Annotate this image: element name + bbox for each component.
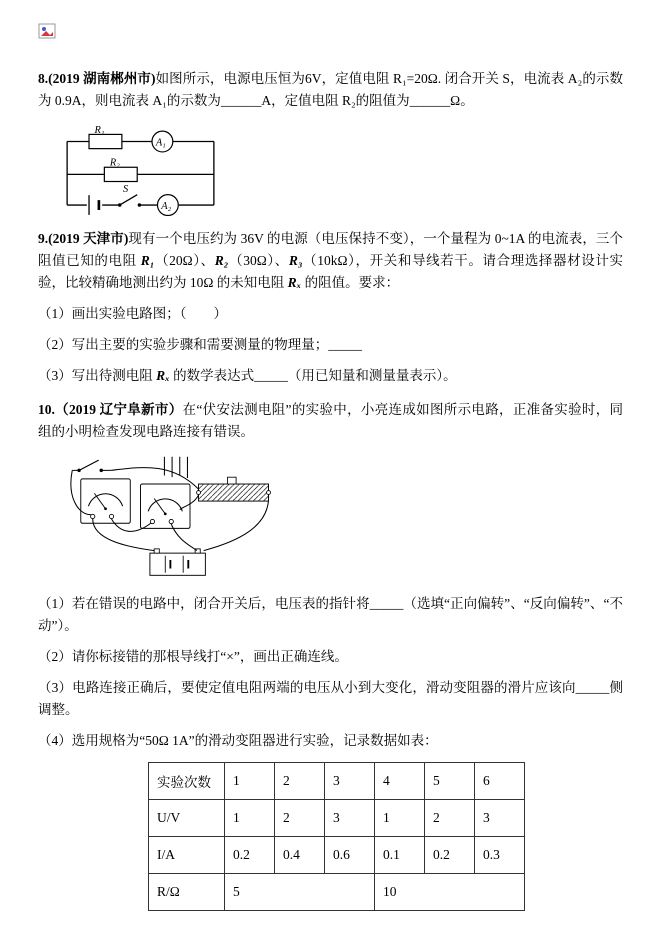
q9-item3-var-rx: Rₓ — [156, 368, 170, 383]
table-col-header: 3 — [325, 763, 375, 800]
q9-item3-b: 的数学表达式_____（用已知量和测量量表示）。 — [169, 368, 457, 383]
data-cell: 3 — [475, 800, 525, 837]
q10-text — [38, 399, 623, 443]
table-header-row — [149, 763, 525, 800]
q10-number: 10.（2019 辽宁阜新市） — [38, 402, 183, 417]
q9-seg-2: （30Ω）、 — [228, 253, 289, 268]
table-col-header: 2 — [275, 763, 325, 800]
q9-var-r3: R₃ — [288, 253, 303, 268]
table-row-current — [149, 837, 525, 874]
data-cell-merged: 5 — [225, 874, 375, 911]
meter-voltmeter — [81, 479, 130, 523]
data-cell: 2 — [275, 800, 325, 837]
row-label: U/V — [149, 800, 225, 837]
resistor-r1-label: R₁ — [94, 124, 105, 136]
meter-ammeter — [141, 484, 190, 528]
resistor-r2 — [104, 167, 137, 181]
data-cell: 0.2 — [425, 837, 475, 874]
table-row-voltage — [149, 800, 525, 837]
switch-icon — [118, 184, 141, 207]
q10-experiment-figure — [58, 455, 623, 583]
icon-red-shape — [41, 31, 53, 36]
q10-body: 在“伏安法测电阻”的实验中，小亮连成如图所示电路，正准备实验时，同组的小明检查发现电路连接有错误。 — [38, 402, 624, 439]
q9-var-r2: R₂ — [214, 253, 229, 268]
q10-experiment-diagram — [58, 455, 293, 583]
battery-pack-icon — [150, 549, 205, 575]
battery-icon — [89, 195, 99, 215]
icon-blue-dot — [42, 27, 46, 31]
data-cell: 0.1 — [375, 837, 425, 874]
data-cell: 3 — [325, 800, 375, 837]
embedded-object-icon — [38, 22, 60, 42]
q8-text — [38, 68, 623, 112]
placeholder-image-icon — [38, 22, 60, 42]
q8-body: 如图所示，电源电压恒为6V，定值电阻 R₁=20Ω. 闭合开关 S，电流表 A₂的示数为 0.9A，则电流表 A₁的示数为______A，定值电阻 R₂的阻值为______Ω。 — [38, 71, 623, 108]
top-lead-wires — [164, 457, 187, 478]
q9-item-2: （2）写出主要的实验步骤和需要测量的物理量；_____ — [38, 337, 362, 352]
row-label: I/A — [149, 837, 225, 874]
q10-item-3: （3）电路连接正确后，要使定值电阻两端的电压从小到大变化，滑动变阻器的滑片应该向_____侧调整。 — [38, 680, 623, 717]
resistor-r2-label: R₂ — [109, 157, 120, 169]
data-cell: 1 — [375, 800, 425, 837]
data-cell: 1 — [225, 800, 275, 837]
table-row-resistance — [149, 874, 525, 911]
table-col-header: 4 — [375, 763, 425, 800]
data-cell: 0.2 — [225, 837, 275, 874]
q9-item-3 — [38, 365, 623, 387]
data-cell-merged: 10 — [375, 874, 525, 911]
switch-label: S — [122, 183, 129, 195]
q9-item-1: （1）画出实验电路图；（ ） — [38, 306, 227, 321]
question-10 — [38, 399, 623, 911]
table-col-header: 1 — [225, 763, 275, 800]
row-label: R/Ω — [149, 874, 225, 911]
q8-circuit-diagram — [58, 124, 223, 216]
q9-number: 9.(2019 天津市) — [38, 231, 129, 246]
q10-item-4: （4）选用规格为“50Ω 1A”的滑动变阻器进行实验，记录数据如表： — [38, 733, 438, 748]
q8-number: 8.(2019 湖南郴州市) — [38, 71, 156, 86]
question-8 — [38, 68, 623, 216]
table-col-header: 6 — [475, 763, 525, 800]
q9-seg-3: （10kΩ），开关和导线若干。请合理选择器材设计实验，比较精确地测出约为 10Ω 的未知电阻 — [38, 253, 623, 290]
q10-data-table — [148, 762, 525, 911]
switch-icon — [72, 460, 110, 472]
q10-item-2: （2）请你标接错的那根导线打“×”，画出正确连线。 — [38, 649, 348, 664]
ammeter-a2-label: A₂ — [161, 200, 172, 212]
resistor-r1 — [89, 134, 122, 148]
table-col-header: 5 — [425, 763, 475, 800]
q9-seg-1: （20Ω）、 — [154, 253, 215, 268]
q9-seg-4: 的阻值。要求： — [301, 275, 400, 290]
question-9 — [38, 228, 623, 387]
rheostat-icon — [197, 477, 271, 501]
data-cell: 0.4 — [275, 837, 325, 874]
q10-item-1: （1）若在错误的电路中，闭合开关后，电压表的指针将_____（选填“正向偏转”、“反向偏转”、“不动”）。 — [38, 596, 623, 633]
table-corner-cell: 实验次数 — [149, 763, 225, 800]
q8-circuit-figure — [58, 124, 623, 216]
q9-body-1: 现有一个电压约为 36V 的电源（电压保持不变），一个量程为 0~1A 的电流表，三个阻值已知的电阻 — [38, 231, 623, 268]
q9-var-r1: R₁ — [140, 253, 155, 268]
data-cell: 0.3 — [475, 837, 525, 874]
q9-text — [38, 228, 623, 294]
ammeter-a1-label: A₁ — [155, 137, 166, 149]
q9-var-rx: Rₓ — [287, 275, 302, 290]
q9-item3-a: （3）写出待测电阻 — [38, 368, 157, 383]
data-cell: 0.6 — [325, 837, 375, 874]
data-cell: 2 — [425, 800, 475, 837]
